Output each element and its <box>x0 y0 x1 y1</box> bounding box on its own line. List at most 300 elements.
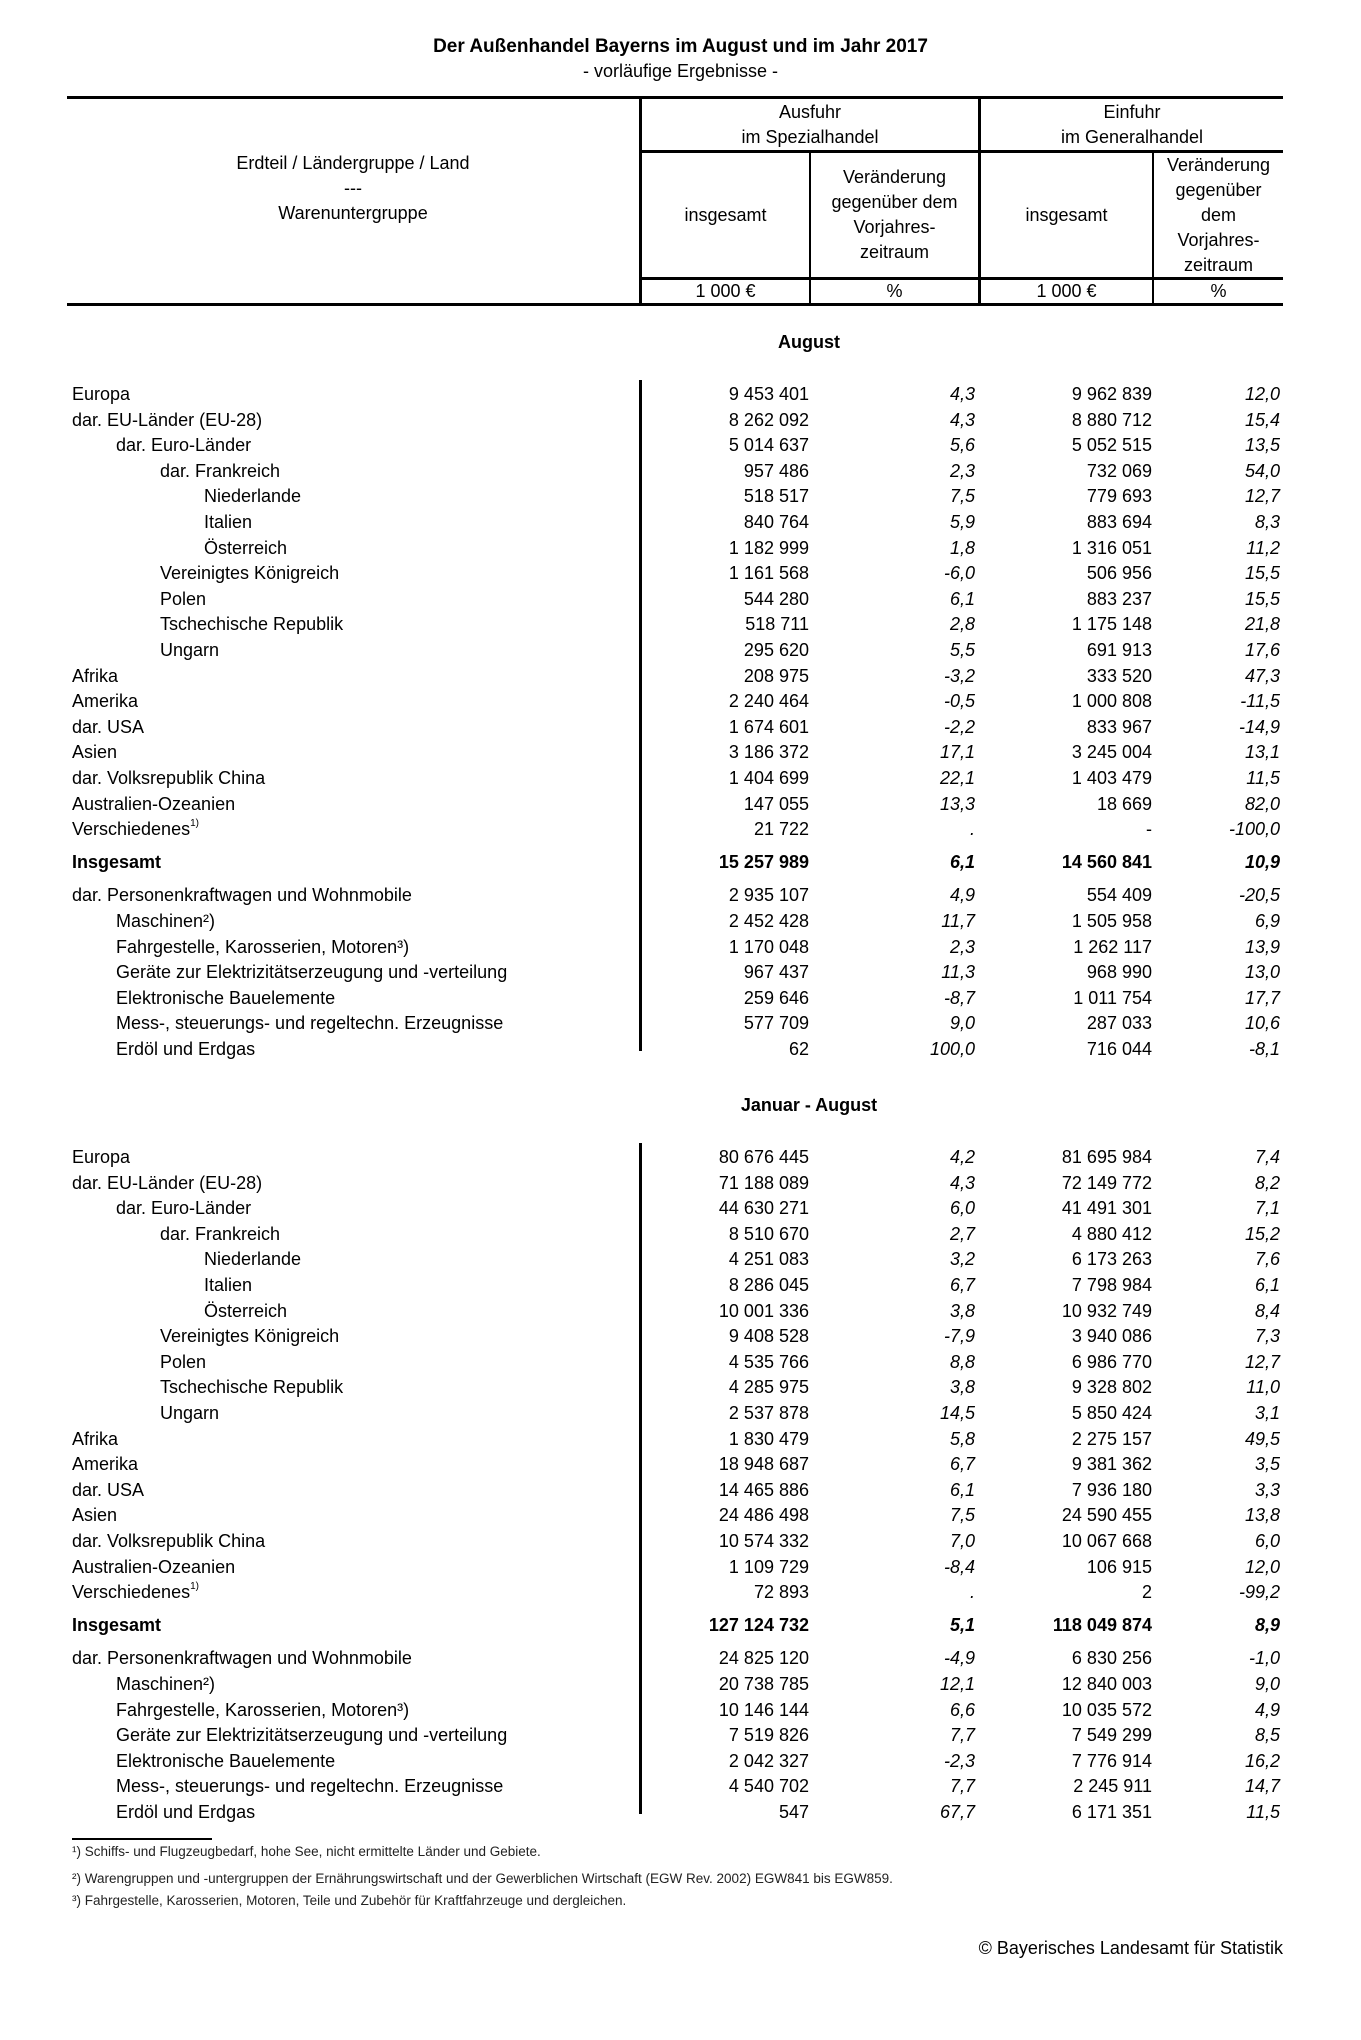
import-value: 1 011 754 <box>1073 987 1152 1008</box>
import-value: 7 936 180 <box>1071 1479 1152 1500</box>
import-value: 1 505 958 <box>1071 910 1152 931</box>
export-change-value: 2,3 <box>949 460 975 481</box>
table-row <box>0 459 1361 484</box>
header-text: zeitraum <box>859 242 930 262</box>
footnote-marker: 1) <box>190 818 199 830</box>
import-value: 506 956 <box>1086 563 1152 584</box>
export-value: 80 676 445 <box>718 1147 809 1167</box>
import-change-value: 15,4 <box>1244 409 1280 430</box>
row-label <box>72 382 130 407</box>
row-label <box>160 1350 206 1375</box>
export-value: 1 109 729 <box>728 1556 809 1577</box>
export-value: 7 519 826 <box>728 1725 809 1746</box>
row-label <box>72 883 412 908</box>
row-label-text: Afrika <box>72 665 119 686</box>
table-row <box>0 1580 1361 1605</box>
table-row <box>0 766 1361 791</box>
import-value: 554 409 <box>1086 885 1152 906</box>
import-value: 9 328 802 <box>1071 1377 1152 1398</box>
row-label <box>160 1375 343 1400</box>
row-label <box>72 1171 262 1196</box>
export-change-value: 6,0 <box>949 1198 975 1219</box>
row-label-text: dar. Volksrepublik China <box>72 1531 266 1551</box>
row-label <box>204 484 301 509</box>
import-change-value: -1,0 <box>1248 1648 1280 1669</box>
row-label <box>72 1555 235 1580</box>
import-change-value: 17,7 <box>1244 987 1280 1008</box>
row-label-text: Polen <box>160 1351 207 1372</box>
export-value: 4 540 702 <box>728 1776 809 1797</box>
import-change-value: 11,0 <box>1246 1377 1280 1398</box>
row-label-text: Tschechische Republik <box>160 614 344 635</box>
row-label <box>116 986 335 1011</box>
row-label <box>116 1698 409 1723</box>
export-value: 1 830 479 <box>728 1428 809 1449</box>
export-change-value: -3,2 <box>943 665 975 686</box>
unit-text: % <box>1210 281 1227 301</box>
row-label-text: dar. USA <box>72 1479 145 1500</box>
import-value: 5 052 515 <box>1071 435 1152 456</box>
row-label <box>116 1749 335 1774</box>
row-label <box>204 510 252 535</box>
row-label-text: Polen <box>160 588 207 609</box>
table-row <box>0 1299 1361 1324</box>
export-value: 518 711 <box>745 614 809 635</box>
export-value: 10 574 332 <box>718 1531 809 1551</box>
import-change-value: 21,8 <box>1244 614 1280 635</box>
export-change-value: 4,3 <box>949 409 975 430</box>
table-row <box>0 536 1361 561</box>
row-label-text: Ungarn <box>160 1403 220 1423</box>
export-value: 2 452 428 <box>728 910 809 931</box>
table-row <box>0 986 1361 1011</box>
table-row <box>0 484 1361 509</box>
row-label <box>72 1478 144 1503</box>
export-value: 24 486 498 <box>718 1505 809 1526</box>
export-value: 1 404 699 <box>728 768 809 788</box>
export-value: 8 286 045 <box>728 1275 809 1295</box>
export-value: 18 948 687 <box>718 1454 809 1475</box>
header-bottom-rule <box>67 303 1283 306</box>
export-value: 14 465 886 <box>718 1479 809 1500</box>
header-text: Ausfuhr <box>778 101 842 122</box>
import-change-value: 3,1 <box>1254 1403 1280 1423</box>
import-value: 10 932 749 <box>1061 1300 1152 1321</box>
export-change-value: -2,2 <box>943 716 975 737</box>
table-row <box>0 1555 1361 1580</box>
import-value: 7 549 299 <box>1071 1725 1152 1746</box>
row-label <box>116 1723 507 1748</box>
export-value: 62 <box>788 1038 809 1059</box>
import-value: 883 237 <box>1086 588 1152 609</box>
import-change-value: 8,9 <box>1254 1615 1280 1636</box>
export-change-value: -8,4 <box>943 1556 975 1577</box>
import-value: 3 245 004 <box>1071 742 1152 763</box>
unit-text: 1 000 € <box>1036 281 1097 301</box>
row-label-text: Asien <box>72 742 118 763</box>
table-row <box>0 1247 1361 1272</box>
import-change-value: 10,9 <box>1244 852 1280 873</box>
export-change-value: -0,5 <box>943 691 975 712</box>
row-label <box>72 792 235 817</box>
export-change-value: 6,1 <box>949 588 975 609</box>
table-row <box>0 1222 1361 1247</box>
row-label <box>160 1222 280 1247</box>
row-label <box>160 612 343 637</box>
export-value: 8 262 092 <box>728 409 809 430</box>
document-title: Der Außenhandel Bayerns im August und im Jahr 2017 <box>433 36 928 57</box>
row-label-text: Italien <box>204 512 253 532</box>
row-label <box>116 1011 503 1036</box>
export-change-value: 6,7 <box>949 1454 975 1475</box>
row-label-text: Vereinigtes Königreich <box>160 1326 340 1347</box>
import-change-value: 12,7 <box>1244 486 1280 507</box>
import-change-value: -99,2 <box>1238 1582 1280 1603</box>
export-change-value: 4,3 <box>949 1172 975 1193</box>
row-label <box>116 1196 251 1221</box>
table-row <box>0 612 1361 637</box>
header-text: dem <box>1200 204 1236 225</box>
export-value: 5 014 637 <box>728 435 809 456</box>
table-row <box>0 1452 1361 1477</box>
header-text: --- <box>344 177 362 198</box>
table-row <box>0 1011 1361 1036</box>
table-row <box>0 561 1361 586</box>
table-row <box>0 1037 1361 1062</box>
import-value: 18 669 <box>1096 793 1152 814</box>
table-row <box>0 382 1361 407</box>
import-change-value: 10,6 <box>1244 1013 1280 1034</box>
export-value: 1 182 999 <box>728 537 809 558</box>
import-change-value: -14,9 <box>1238 716 1280 737</box>
export-change-value: -6,0 <box>943 563 975 584</box>
import-change-value: 8,2 <box>1254 1172 1280 1193</box>
section-title: August <box>778 332 840 352</box>
row-label <box>116 433 251 458</box>
header-text: Veränderung <box>1166 154 1271 175</box>
row-label-text: Erdöl und Erdgas <box>116 1038 256 1059</box>
import-value: 41 491 301 <box>1061 1198 1152 1219</box>
row-label-text: Europa <box>72 384 131 404</box>
row-label-text: dar. Volksrepublik China <box>72 768 266 788</box>
table-row <box>0 1427 1361 1452</box>
row-label-text: Niederlande <box>204 486 302 507</box>
row-label-text: Verschiedenes <box>72 819 191 840</box>
header-text: Einfuhr <box>1103 101 1161 122</box>
export-change-value: 5,9 <box>949 512 975 532</box>
export-value: 127 124 732 <box>708 1615 809 1636</box>
export-change-value: 5,8 <box>949 1428 975 1449</box>
row-label <box>116 1774 503 1799</box>
table-row <box>0 1749 1361 1774</box>
import-value: 883 694 <box>1086 512 1152 532</box>
export-change-value: 3,8 <box>949 1377 975 1398</box>
import-value: 1 403 479 <box>1071 768 1152 788</box>
row-label-text: Elektronische Bauelemente <box>116 1750 336 1771</box>
import-value: 10 035 572 <box>1061 1699 1152 1720</box>
export-value: 44 630 271 <box>718 1198 809 1219</box>
import-value: 6 171 351 <box>1071 1801 1152 1822</box>
unit-export-total <box>642 280 809 303</box>
table-row <box>0 1324 1361 1349</box>
export-change-value: 5,1 <box>949 1615 975 1636</box>
import-change-value: 15,5 <box>1244 588 1280 609</box>
unit-import-change <box>1154 280 1283 303</box>
row-label <box>72 740 117 765</box>
row-label-text: dar. Personenkraftwagen und Wohnmobile <box>72 885 412 906</box>
document-subtitle: - vorläufige Ergebnisse - <box>582 61 779 81</box>
row-label-text: dar. USA <box>72 716 145 737</box>
table-row <box>0 883 1361 908</box>
row-label <box>160 638 219 663</box>
import-value: 2 245 911 <box>1073 1776 1152 1797</box>
row-label <box>72 1646 412 1671</box>
export-value: 4 251 083 <box>728 1249 809 1270</box>
import-change-value: 47,3 <box>1244 665 1280 686</box>
header-text: gegenüber dem <box>831 192 958 212</box>
import-value: 24 590 455 <box>1061 1505 1152 1526</box>
export-value: 547 <box>778 1801 809 1822</box>
import-value: 72 149 772 <box>1061 1172 1152 1193</box>
header-text: insgesamt <box>684 204 767 225</box>
import-value: 118 049 874 <box>1052 1615 1152 1636</box>
export-change-value: 22,1 <box>939 768 975 788</box>
import-change-value: 49,5 <box>1244 1428 1280 1449</box>
table-row <box>0 1774 1361 1799</box>
table-row <box>0 1723 1361 1748</box>
import-group-header <box>981 99 1283 150</box>
row-label <box>116 960 507 985</box>
row-label-text: Australien-Ozeanien <box>72 1556 236 1577</box>
table-row <box>0 1698 1361 1723</box>
export-value: 20 738 785 <box>718 1673 809 1694</box>
row-label-text: Ungarn <box>160 640 220 660</box>
column-divider <box>639 1143 642 1814</box>
table-row <box>0 1375 1361 1400</box>
import-value: 1 316 051 <box>1071 537 1152 558</box>
export-change-value: 11,3 <box>941 962 975 983</box>
table-row <box>0 1613 1361 1638</box>
table-row <box>0 1273 1361 1298</box>
import-change-value: 7,6 <box>1254 1249 1280 1270</box>
row-label <box>72 817 199 842</box>
import-change-value: 12,7 <box>1244 1351 1280 1372</box>
import-value: 10 067 668 <box>1061 1531 1152 1551</box>
import-change-value: 17,6 <box>1244 640 1280 660</box>
unit-import-total <box>981 280 1152 303</box>
row-label-text: Mess-, steuerungs- und regeltechn. Erzeugnisse <box>116 1776 504 1797</box>
row-label <box>72 1427 118 1452</box>
row-label-text: dar. Euro-Länder <box>116 435 252 456</box>
footnote-2: ²) Warengruppen und -untergruppen der Ernährungswirtschaft und der Gewerblichen Wirtschaft (EGW Rev. 2002) EGW841 bis EGW859. <box>72 1871 893 1886</box>
table-row <box>0 850 1361 875</box>
export-value: 544 280 <box>743 588 809 609</box>
import-change-value: 82,0 <box>1244 793 1280 814</box>
export-change-value: 3,2 <box>949 1249 975 1270</box>
import-value: 6 173 263 <box>1071 1249 1152 1270</box>
export-change-value: 12,1 <box>939 1673 975 1694</box>
row-label <box>72 408 262 433</box>
import-change-value: 7,3 <box>1254 1326 1280 1347</box>
import-change-value: 12,0 <box>1244 1556 1280 1577</box>
import-change-value: 13,9 <box>1244 936 1280 957</box>
export-value: 2 935 107 <box>728 885 809 906</box>
row-label <box>72 850 161 875</box>
header-text: im Spezialhandel <box>741 126 879 147</box>
export-value: 259 646 <box>743 987 809 1008</box>
row-label-text: dar. Euro-Länder <box>116 1198 252 1219</box>
row-label-text: Insgesamt <box>72 852 162 873</box>
import-change-value: 11,5 <box>1246 768 1280 788</box>
export-change-value: 7,7 <box>949 1725 975 1746</box>
row-label <box>72 1452 138 1477</box>
import-change-value: 7,4 <box>1254 1147 1280 1167</box>
row-label <box>160 561 339 586</box>
footnote-marker: 1) <box>190 1581 199 1593</box>
header-text: im Generalhandel <box>1060 126 1204 147</box>
export-change-value: 9,0 <box>949 1013 975 1034</box>
export-change-value: 8,8 <box>949 1351 975 1372</box>
export-value: 1 674 601 <box>728 716 809 737</box>
import-value: 287 033 <box>1086 1013 1152 1034</box>
import-change-value: 8,4 <box>1254 1300 1280 1321</box>
row-label-text: Erdöl und Erdgas <box>116 1801 256 1822</box>
import-change-value: 8,5 <box>1254 1725 1280 1746</box>
export-total-header <box>642 153 809 277</box>
export-change-value: 2,7 <box>949 1223 975 1244</box>
row-label-text: Asien <box>72 1505 118 1526</box>
header-text: gegenüber <box>1175 179 1262 200</box>
import-change-value: 3,5 <box>1254 1454 1280 1475</box>
table-row <box>0 740 1361 765</box>
import-change-value: 54,0 <box>1244 460 1280 481</box>
export-value: 72 893 <box>753 1582 809 1603</box>
row-label-text: dar. EU-Länder (EU-28) <box>72 409 263 430</box>
import-value: 2 <box>1141 1582 1152 1603</box>
export-value: 9 453 401 <box>728 384 809 404</box>
import-value: 12 840 003 <box>1061 1673 1152 1694</box>
import-change-value: 13,0 <box>1244 962 1280 983</box>
table-row <box>0 960 1361 985</box>
table-row <box>0 1503 1361 1528</box>
table-row <box>0 1401 1361 1426</box>
export-change-value: 7,5 <box>949 1505 975 1526</box>
export-value: 967 437 <box>743 962 809 983</box>
export-change-value: -4,9 <box>943 1648 975 1669</box>
import-value: 779 693 <box>1086 486 1152 507</box>
row-label <box>72 766 265 791</box>
table-row <box>0 638 1361 663</box>
export-change-value: 67,7 <box>939 1801 975 1822</box>
import-change-value: 8,3 <box>1254 512 1280 532</box>
row-label-text: dar. Frankreich <box>160 1223 281 1244</box>
import-change-value: 4,9 <box>1254 1699 1280 1720</box>
export-value: 10 146 144 <box>718 1699 809 1720</box>
import-change-value: 15,2 <box>1244 1223 1280 1244</box>
unit-text: % <box>886 281 903 301</box>
row-label <box>116 1037 255 1062</box>
row-label-text: dar. EU-Länder (EU-28) <box>72 1172 263 1193</box>
export-change-value: -8,7 <box>943 987 975 1008</box>
export-change-value: 7,5 <box>949 486 975 507</box>
export-change-value: 100,0 <box>929 1038 975 1059</box>
row-label <box>72 1529 265 1554</box>
table-row <box>0 1171 1361 1196</box>
table-row <box>0 1145 1361 1170</box>
import-value: 732 069 <box>1086 460 1152 481</box>
row-label <box>72 1613 161 1638</box>
section-title: Januar - August <box>740 1095 878 1115</box>
row-label-text: Geräte zur Elektrizitätserzeugung und -verteilung <box>116 962 508 983</box>
export-change-value: 13,3 <box>939 793 975 814</box>
export-group-header <box>642 99 978 150</box>
footnote-3: ³) Fahrgestelle, Karosserien, Motoren, Teile und Zubehör für Kraftfahrzeuge und dergleichen. <box>72 1893 627 1908</box>
import-value: 9 381 362 <box>1071 1454 1152 1475</box>
import-value: 691 913 <box>1086 640 1152 660</box>
import-change-value: 6,0 <box>1254 1531 1280 1551</box>
import-value: 6 986 770 <box>1071 1351 1152 1372</box>
export-change-value: -7,9 <box>943 1326 975 1347</box>
import-value: 1 175 148 <box>1071 614 1152 635</box>
export-value: 4 285 975 <box>728 1377 809 1398</box>
export-change-value: 6,6 <box>949 1699 975 1720</box>
table-row <box>0 1196 1361 1221</box>
row-label <box>72 689 138 714</box>
row-label-text: Vereinigtes Königreich <box>160 563 340 584</box>
export-value: 2 240 464 <box>728 691 809 712</box>
table-row <box>0 433 1361 458</box>
import-value: 716 044 <box>1086 1038 1152 1059</box>
unit-text: 1 000 € <box>695 281 756 301</box>
row-label-text: Europa <box>72 1147 131 1167</box>
export-value: 147 055 <box>743 793 809 814</box>
header-text: Vorjahres- <box>1177 229 1260 250</box>
unit-export-change <box>811 280 978 303</box>
export-change-value: 5,6 <box>949 435 975 456</box>
table-row <box>0 1646 1361 1671</box>
export-value: 957 486 <box>743 460 809 481</box>
import-value: 81 695 984 <box>1061 1147 1152 1167</box>
row-label <box>204 1299 287 1324</box>
import-change-value: 13,5 <box>1244 435 1280 456</box>
row-label <box>160 587 206 612</box>
import-change-value: 14,7 <box>1244 1776 1280 1797</box>
row-label-text: Maschinen²) <box>116 910 216 931</box>
row-label <box>72 1503 117 1528</box>
export-value: 21 722 <box>753 819 809 840</box>
header-text: zeitraum <box>1183 254 1254 275</box>
import-value: 7 776 914 <box>1071 1750 1152 1771</box>
row-label <box>204 1273 252 1298</box>
row-label <box>204 1247 301 1272</box>
table-row <box>0 689 1361 714</box>
import-value: - <box>1146 819 1152 840</box>
table-row <box>0 408 1361 433</box>
import-change-value: -8,1 <box>1248 1038 1280 1059</box>
export-change-header <box>811 153 978 277</box>
table-row <box>0 664 1361 689</box>
import-value: 833 967 <box>1086 716 1152 737</box>
row-label-text: Fahrgestelle, Karosserien, Motoren³) <box>116 1699 410 1720</box>
table-row <box>0 1350 1361 1375</box>
import-change-value: 16,2 <box>1244 1750 1280 1771</box>
table-row <box>0 817 1361 842</box>
import-change-value: -20,5 <box>1238 885 1280 906</box>
import-change-value: 9,0 <box>1254 1673 1280 1694</box>
import-change-value: 11,2 <box>1246 537 1280 558</box>
row-label <box>160 1324 339 1349</box>
export-change-value: 7,7 <box>949 1776 975 1797</box>
